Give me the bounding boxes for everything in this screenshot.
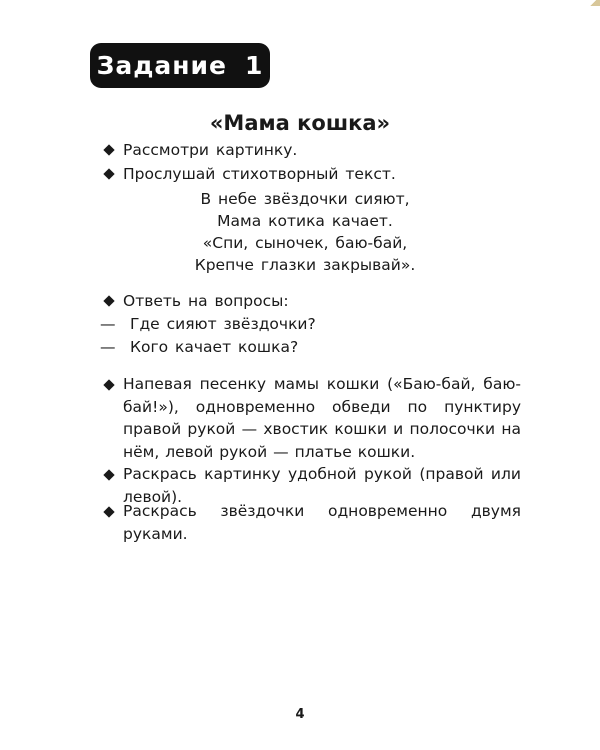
bullet-icon [103, 379, 114, 390]
task-number: 1 [245, 51, 264, 80]
question-item: Где сияют звёздочки? [130, 315, 316, 333]
poem [0, 188, 600, 276]
task-badge [90, 43, 270, 88]
questions-intro: Ответь на вопросы: [123, 292, 289, 310]
task-item: Напевая песенку мамы кошки («Баю-бай, баю-бай!»), одновременно обведи по пунктиру правой рукой — хвостик кошки и полосочки на нём, левой рукой — платье кошки. [123, 375, 521, 462]
poem-line: «Спи, сыночек, баю-бай, [202, 234, 408, 252]
page-number: 4 [295, 707, 305, 722]
question-item: Кого качает кошка? [130, 338, 299, 356]
dash-marker: — [100, 338, 116, 356]
instruction-item: Прослушай стихотворный текст. [123, 165, 396, 183]
bullet-icon [103, 144, 114, 155]
instruction-item: Рассмотри картинку. [123, 141, 298, 159]
bullet-icon [103, 469, 114, 480]
poem-line: Мама котика качает. [217, 212, 393, 230]
task-item: Раскрась картинку удобной рукой (правой или левой). [123, 465, 521, 506]
bullet-icon [103, 168, 114, 179]
task-item: Раскрась звёздочки одновременно двумя руками. [123, 502, 521, 543]
task-title: «Мама кошка» [209, 111, 391, 135]
task-word: Задание [96, 51, 228, 80]
poem-line: Крепче глазки закрывай». [194, 256, 416, 274]
bullet-icon [103, 506, 114, 517]
dash-marker: — [100, 315, 116, 333]
poem-line: В небе звёздочки сияют, [200, 190, 410, 208]
bullet-icon [103, 295, 114, 306]
page-corner-mark [590, 0, 600, 6]
